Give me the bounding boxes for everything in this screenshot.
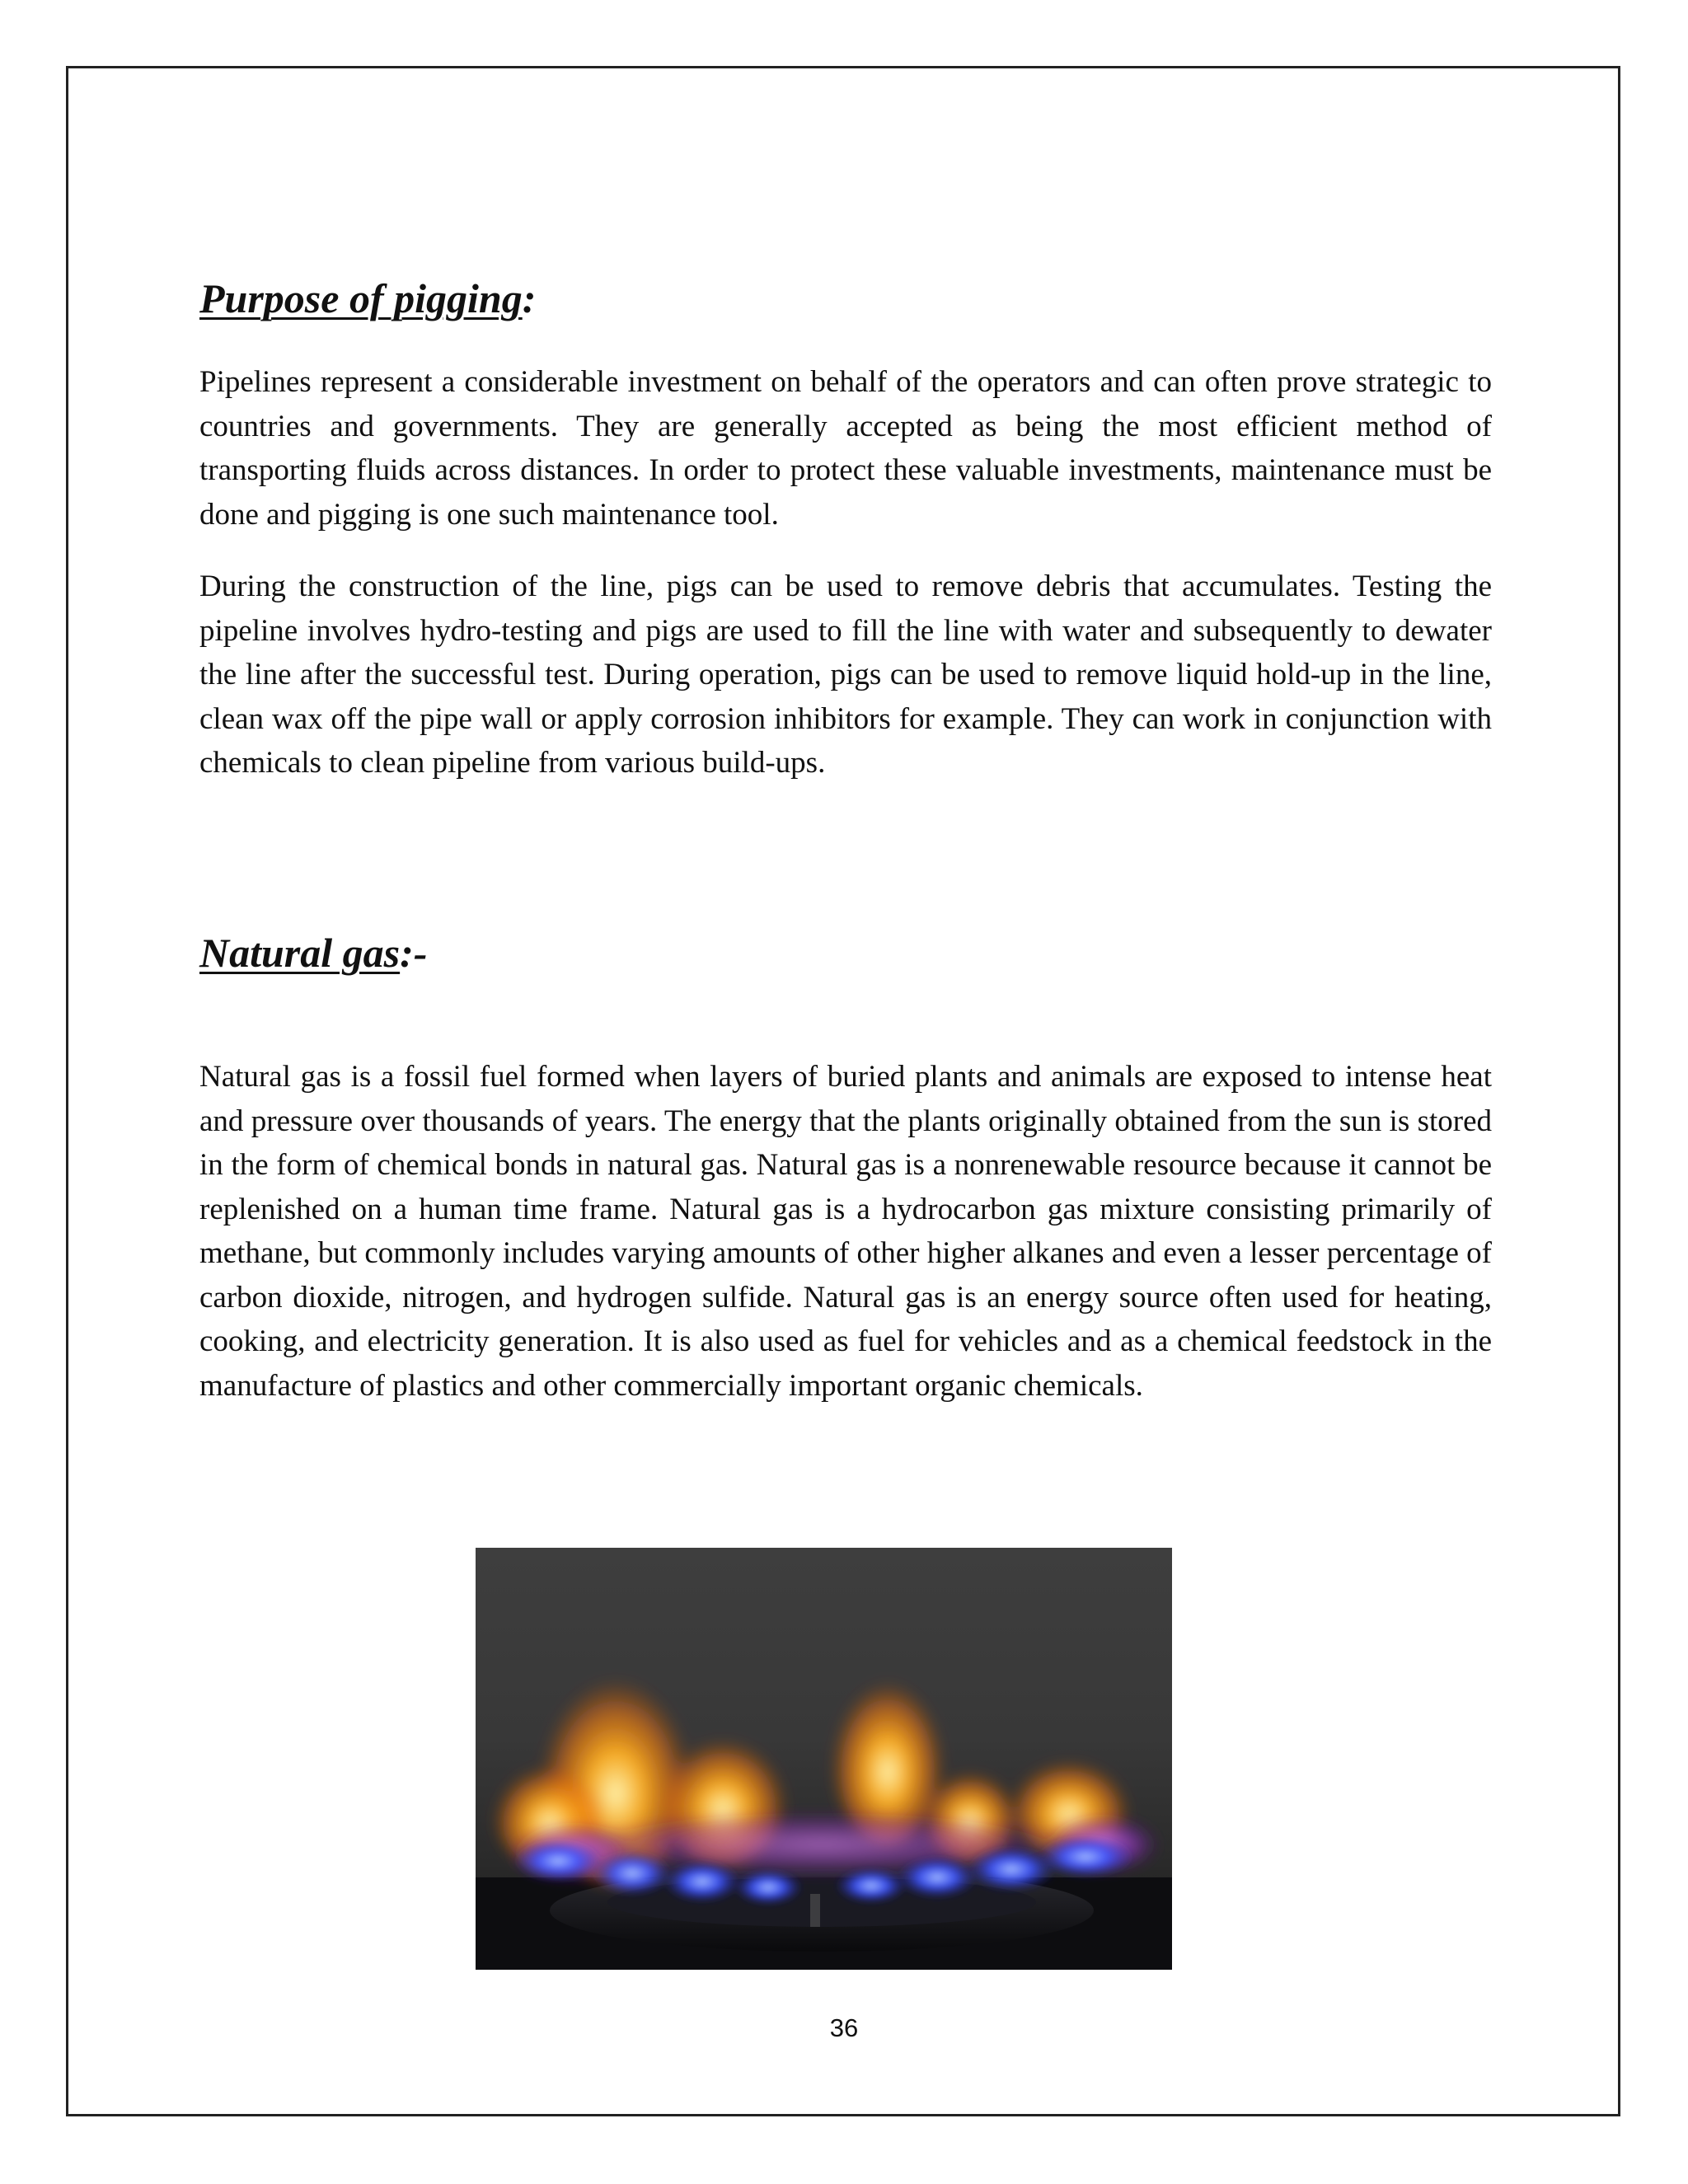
heading-text: Purpose of pigging <box>199 275 523 321</box>
heading-text: Natural gas <box>199 930 401 976</box>
paragraph-pigging-uses: During the construction of the line, pigs can be used to remove debris that accumulates. Testing the pipeline involves hydro-testing and pigs are used to fill the line with water and subsequently to dewater the line after the successful test. During operation, pigs can be used to remove liquid hold-up in the line, clean wax off the pipe wall or apply corrosion inhibitors for example. They can work in conjunction with chemicals to clean pipeline from various build-ups. <box>199 569 1492 780</box>
paragraph-pigging-purpose: Pipelines represent a considerable investment on behalf of the operators and can often prove strategic to countries and governments. They are generally accepted as being the most efficient method of transporting fluids across distances. In order to protect these valuable investments, maintenance must be done and pigging is one such maintenance tool. <box>199 365 1492 532</box>
page-number: 36 <box>829 2013 859 2042</box>
gas-burner-flame-image <box>476 1548 1172 1970</box>
heading-suffix: :- <box>400 930 428 976</box>
paragraph-natural-gas: Natural gas is a fossil fuel formed when layers of buried plants and animals are exposed to intense heat and pressure over thousands of years. The energy that the plants originally obtained from the sun is stored in the form of chemical bonds in natural gas. Natural gas is a nonrenewable resource because it cannot be replenished on a human time frame. Natural gas is a hydrocarbon gas mixture consisting primarily of methane, but commonly includes varying amounts of other higher alkanes and even a lesser percentage of carbon dioxide, nitrogen, and hydrogen sulfide. Natural gas is an energy source often used for heating, cooking, and electricity generation. It is also used as fuel for vehicles and as a chemical feedstock in the manufacture of plastics and other commercially important organic chemicals. <box>199 1060 1492 1403</box>
section-heading-natural-gas <box>199 930 428 976</box>
heading-suffix: : <box>522 275 537 321</box>
flame-icon <box>476 1548 1172 1970</box>
section-heading-purpose-of-pigging <box>199 275 537 321</box>
